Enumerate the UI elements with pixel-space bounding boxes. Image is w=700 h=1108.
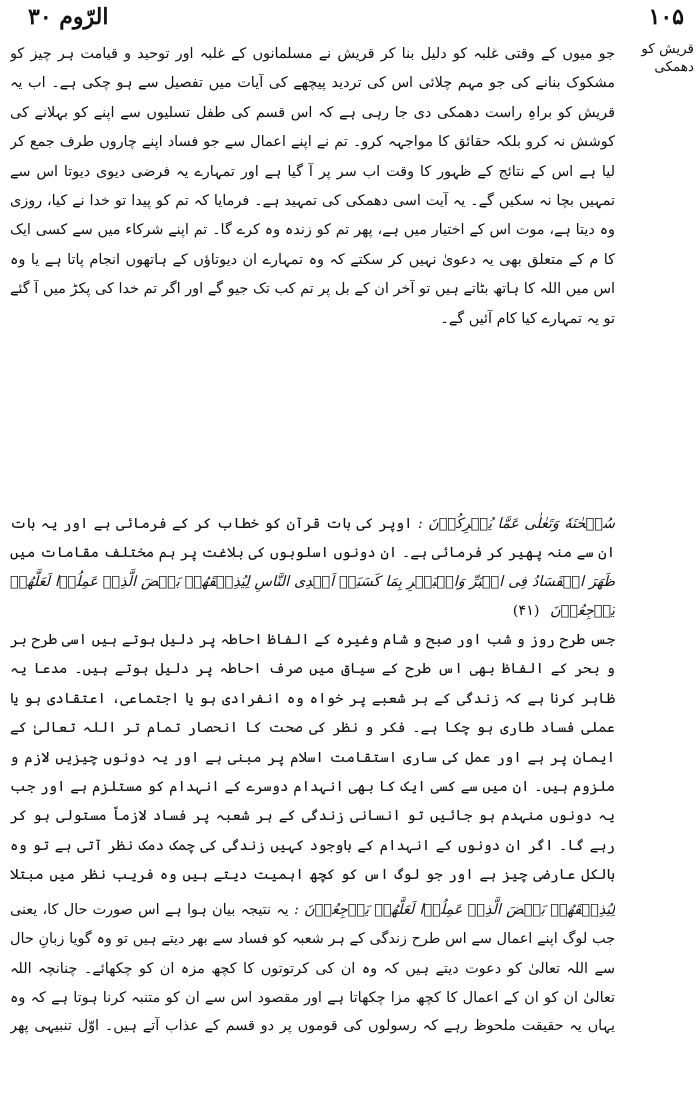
paragraph-fasad-commentary: جس طرح روز و شب اور صبح و شام وغیرہ کے الفاظ احاطہ پر دلیل ہوتے ہیں اسی طرح بر و بحر کے الفاظ بھی اس طرح کے سیاق میں صرف احاطہ پر دلیل ہوتے ہیں۔ مدعا یہ ظاہر کرنا ہے کہ زندگی کے ہر شعبے پر خواہ وہ انفرادی ہو یا اجتماعی، اعتقادی ہو یا عملی فساد طاری ہو چکا ہے۔ فکر و نظر کی صحت کا انحصار تمام تر اللہ تعالیٰ کے ایمان پر ہے اور عمل کی ساری استقامت اسلام پر مبنی ہے اور یہ دونوں چیزیں لازم و ملزوم ہیں۔ ان میں سے کسی ایک کا بھی انہدام دوسرے کے انہدام کو مستلزم ہے اور جب یہ دونوں منہدم ہو جائیں تو انسانی زندگی کے ہر شعبہ پر فساد لازماً مستولی ہو کر رہے گا۔ اگر ان دونوں کے انہدام کے باوجود کہیں زندگی کی چمک دمک نظر آتی ہے تو وہ بالکل عارضی چیز ہے اور جو لوگ اس کو کچھ اہمیت دیتے ہیں وہ فریب نظر میں مبتلا [10,632,615,884]
verse-text: ظَهَرَ الۡفَسَادُ فِی الۡبَرِّ وَالۡبَحۡرِ بِمَا کَسَبَتۡ اَیۡدِی النَّاسِ لِیُذِیۡقَهُمۡ بَعۡضَ الَّذِیۡ عَمِلُوۡا لَعَلَّهُمۡ یَرۡجِعُوۡنَ [10,574,615,620]
running-head-surah-title: الرّوم ۳۰ [28,4,109,30]
paragraph-quraish-warning: جو میوں کے وقتی غلبہ کو دلیل بنا کر قریش نے مسلمانوں کے غلبہ اور توحید و قیامت ہر چیز کو مشکوک بنانے کی جو مہم چلائی اس کی تردید پیچھے کی آیات میں تفصیل سے ہو چکی ہے۔ اب یہ قریش کو براہِ راست دھمکی دی جا رہی ہے کہ اس قسم کی طفل تسلیوں سے اپنے کو بہلانے کی کوشش نہ کرو بلکہ حقائق کا مواجہہ کرو۔ تم نے اپنے اعمال سے جو فساد اپنے چاروں طرف جمع کر لیا ہے اس کے نتائج کے ظہور کا وقت اب سر پر آ گیا ہے اور تمہارے یہ فرضی دیوی دیوتا اس سے تمہیں بچا نہ سکیں گے۔ یہ آیت اسی دھمکی کی تمہید ہے۔ فرمایا کہ تم کو پیدا تو خدا نے کیا، روزی وہ دیتا ہے، موت اس کے اختیار میں ہے، پھر تم کو زندہ وہ کرے گا۔ تم اپنے شرکاء میں سے کسی ایک کا م کے متعلق بھی یہ دعویٰ نہیں کر سکتے کہ وہ تمہارے ان دیوتاؤں کے ہاتھوں انجام پاتا ہے یا وہ اس میں اللہ کا ہاتھ بٹاتے ہیں تو آخر ان کے بل پر تم کب تک جیو گے اور اگر تم خدا کی پکڑ میں آ گئے تو یہ تمہارے کیا کام آئیں گے۔ [10,46,615,327]
paragraph-liyuziqahum [10,896,615,1012]
verse-heading-subhanahu: سُبۡحٰنَهٗ وَتَعٰلٰی عَمَّا یُشۡرِکُوۡنَ : [417,516,615,532]
body-text [10,40,615,1042]
verse-number: (۴۱) [512,603,540,620]
page-number: ۱۰۵ [648,4,684,30]
paragraph-subhanahu [10,510,615,568]
quoted-verse-41 [10,568,615,626]
commentary-liyuziqahum: یہ نتیجہ بیان ہوا ہے اس صورت حال کا، یعنی جب لوگ اپنے اعمال سے اس طرح زندگی کے ہر شعبہ کو فساد سے بھر دیتے ہیں تو وہ گویا زبانِ حال سے اللہ تعالیٰ کو دعوت دیتے ہیں کہ وہ ان کی کرتوتوں کا کچھ مزہ ان کو چکھائے۔ چنانچہ اللہ تعالیٰ ان کو ان کے اعمال کا کچھ مزا چکھاتا ہے اور مقصود اس سے ان کو متنبہ کرنا ہوتا ہے کہ وہ [10,902,615,1007]
margin-note: قریش کو دھمکی [641,41,694,75]
verse-heading-liyuziqahum: لِیُذِیۡقَهُمۡ بَعۡضَ الَّذِیۡ عَمِلُوۡا لَعَلَّهُمۡ یَرۡجِعُوۡنَ : [293,902,615,918]
paragraph-punishment-types: یہاں یہ حقیقت ملحوظ رہے کہ رسولوں کی قوموں پر دو قسم کے عذاب آتے ہیں۔ اوّل تنبیہی پھر [10,1018,615,1034]
commentary-subhanahu: اوپر کی بات قرآن کو خطاب کر کے فرمائی ہے اور یہ بات ان سے منہ پھیر کر فرمائی ہے۔ ان دونوں اسلوبوں کی بلاغت پر ہم مختلف مقامات میں [10,516,615,562]
